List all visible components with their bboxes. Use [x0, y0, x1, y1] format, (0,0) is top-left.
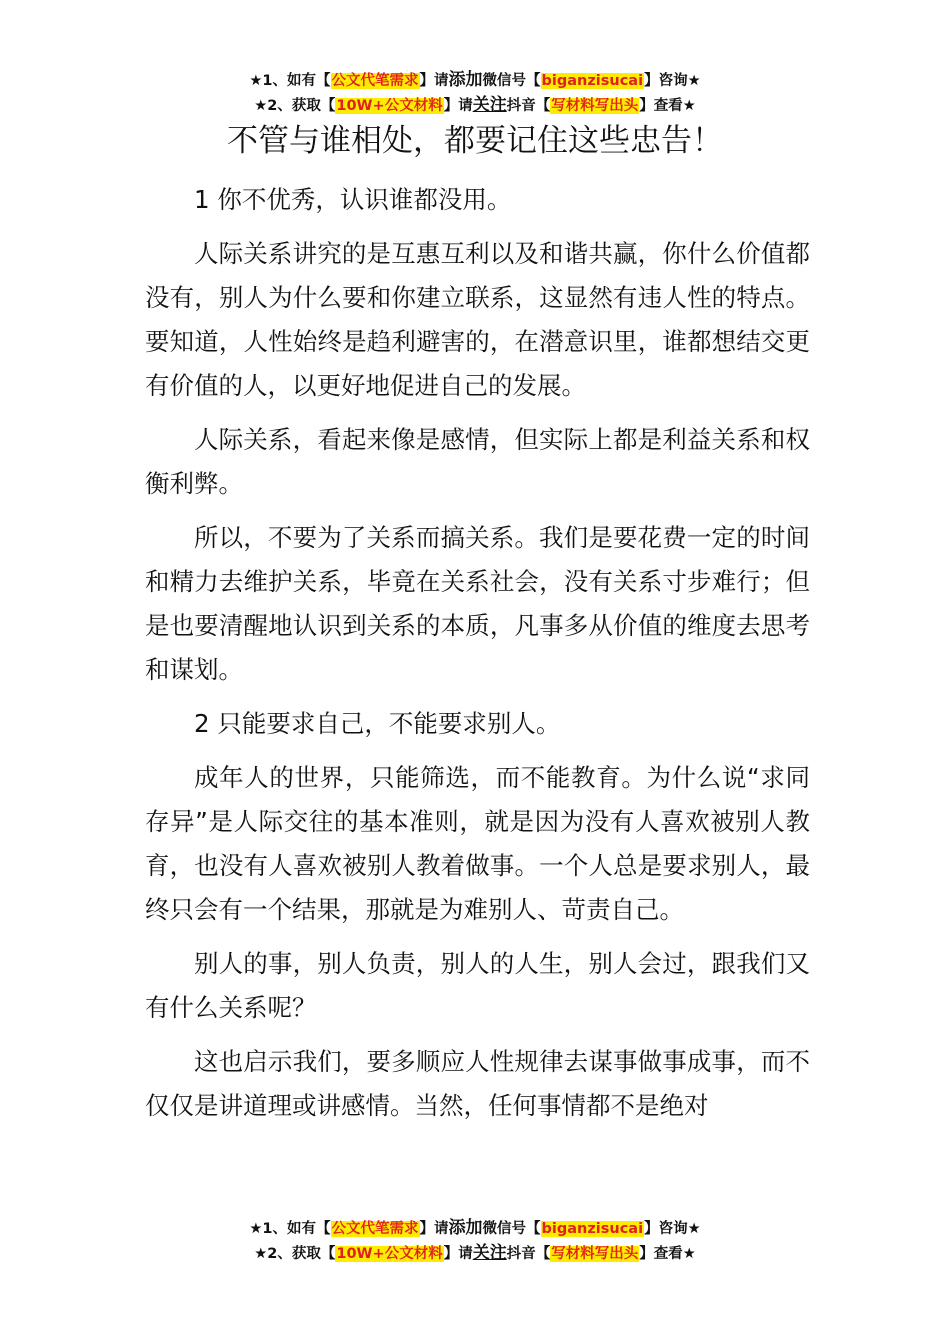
footer-line1-mid1: 】请: [419, 1221, 449, 1237]
header-line2-prefix: ★2、获取【: [254, 98, 336, 114]
header-line2-highlight-materials: 10W+公文材料: [336, 98, 443, 114]
body-paragraph: 所以，不要为了关系而搞关系。我们是要花费一定的时间和精力去维护关系，毕竟在关系社会，没有关系寸步难行；但是也要清醒地认识到关系的本质，凡事多从价值的维度去思考和谋划。: [145, 523, 810, 684]
header-line2-suffix: 】查看★: [639, 98, 696, 114]
footer-line1-wechat-id: biganzisucai: [541, 1221, 644, 1237]
footer-line2-highlight-materials: 10W+公文材料: [336, 1246, 443, 1262]
header-line1-prefix: ★1、如有【: [249, 73, 331, 89]
footer-line2-prefix: ★2、获取【: [254, 1246, 336, 1262]
body-paragraph: 人际关系讲究的是互惠互利以及和谐共赢，你什么价值都没有，别人为什么要和你建立联系，这显然有违人性的特点。要知道，人性始终是趋利避害的，在潜意识里，谁都想结交更有价值的人，以更好地促进自己的发展。: [145, 239, 810, 400]
header-banner-line-1: [0, 68, 950, 93]
body-paragraph: 这也启示我们，要多顺应人性规律去谋事做事成事，而不仅仅是讲道理或讲感情。当然，任何事情都不是绝对: [145, 1047, 810, 1120]
body-paragraph: 人际关系，看起来像是感情，但实际上都是利益关系和权衡利弊。: [145, 425, 810, 498]
header-line2-douyin-account: 写材料写出头: [551, 98, 639, 114]
body-paragraph: 成年人的世界，只能筛选，而不能教育。为什么说“求同存异”是人际交往的基本准则，就是因为没有人喜欢被别人教育，也没有人喜欢被别人教着做事。一个人总是要求别人，最终只会有一个结果，那就是为难别人、苛责自己。: [145, 763, 810, 924]
footer-line1-mid2: 微信号【: [482, 1221, 541, 1237]
header-line1-mid2: 微信号【: [482, 73, 541, 89]
footer-banner-line-2: [0, 1241, 950, 1266]
footer-line1-highlight-service: 公文代笔需求: [331, 1221, 419, 1237]
document-body: [145, 178, 810, 1138]
header-banner: [0, 68, 950, 118]
footer-banner-line-1: [0, 1216, 950, 1241]
footer-line1-suffix: 】咨询★: [644, 1221, 701, 1237]
footer-line2-suffix: 】查看★: [639, 1246, 696, 1262]
header-line1-wechat-id: biganzisucai: [541, 73, 644, 89]
footer-banner: [0, 1216, 950, 1266]
header-line2-mid1: 】请: [443, 98, 473, 114]
footer-line2-mid1: 】请: [443, 1246, 473, 1262]
header-line1-suffix: 】咨询★: [644, 73, 701, 89]
header-line1-mid1: 】请: [419, 73, 449, 89]
header-line2-emphasis: 关注: [472, 95, 507, 115]
body-paragraph: 别人的事，别人负责，别人的人生，别人会过，跟我们又有什么关系呢？: [145, 949, 810, 1022]
section-heading-1: 1 你不优秀，认识谁都没用。: [194, 185, 512, 214]
footer-line1-emphasis: 添加: [448, 1218, 483, 1238]
footer-line2-mid2: 抖音【: [506, 1246, 551, 1262]
document-title: 不管与谁相处，都要记住这些忠告！: [227, 123, 723, 159]
footer-line1-prefix: ★1、如有【: [249, 1221, 331, 1237]
footer-line2-emphasis: 关注: [472, 1243, 507, 1263]
section-heading-2: 2 只能要求自己，不能要求别人。: [194, 709, 561, 738]
header-line1-emphasis: 添加: [448, 70, 483, 90]
footer-line2-douyin-account: 写材料写出头: [551, 1246, 639, 1262]
header-banner-line-2: [0, 93, 950, 118]
header-line2-mid2: 抖音【: [506, 98, 551, 114]
header-line1-highlight-service: 公文代笔需求: [331, 73, 419, 89]
